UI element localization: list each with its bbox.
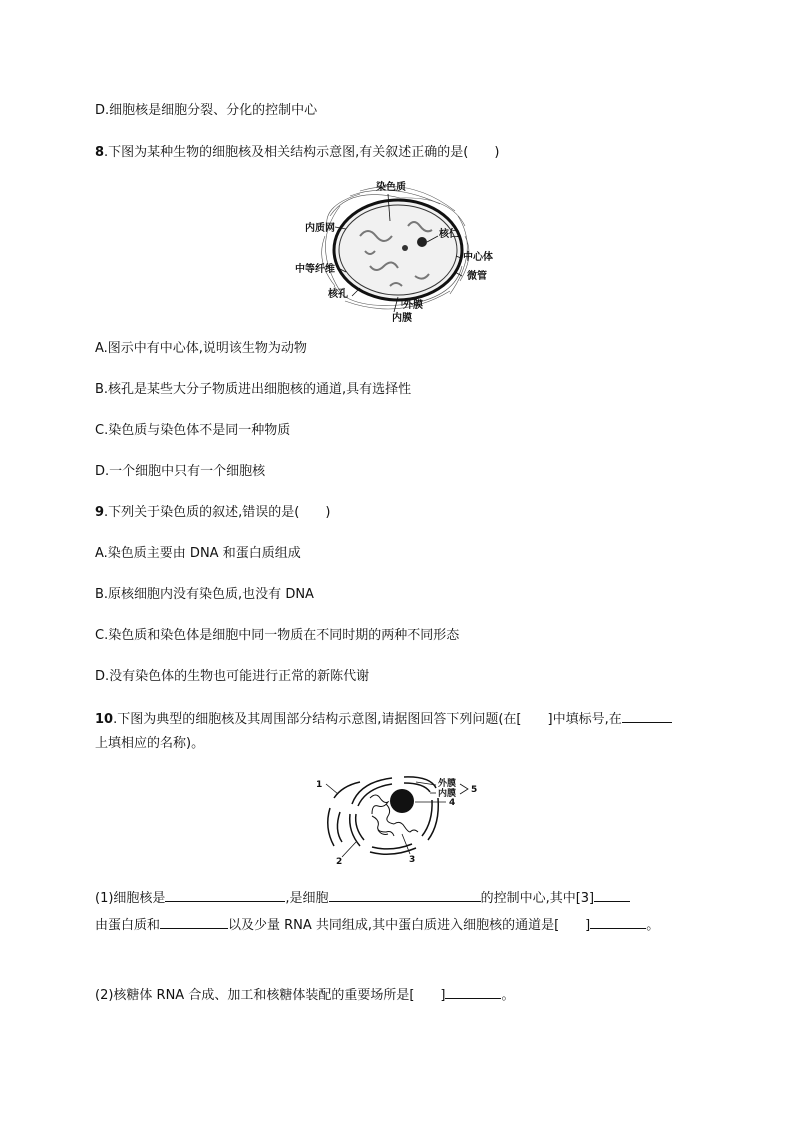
q10-blank-6[interactable] [445, 985, 501, 999]
q10-blank-5[interactable] [590, 915, 646, 929]
q10-stem-blank [622, 709, 672, 723]
q9-stem-text: .下列关于染色质的叙述,错误的是( ) [104, 505, 331, 520]
q9-number: 9 [95, 505, 105, 520]
q8-nucleolus-dot [417, 237, 427, 247]
q9-stem [95, 504, 330, 522]
q10-er [328, 782, 360, 846]
q9-option-a: A.染色质主要由 DNA 和蛋白质组成 [95, 546, 301, 561]
q8-number: 8 [95, 145, 105, 160]
q10-label-1: 1 [316, 780, 323, 790]
q10-number: 10 [95, 712, 114, 727]
q10-blank-4[interactable] [160, 915, 228, 929]
q10-sub1-line2: 由蛋白质和 以及少量 RNA 共同组成,其中蛋白质进入细胞核的通道是[ ] 。 [95, 915, 659, 935]
q9-option-b: B.原核细胞内没有染色质,也没有 DNA [95, 587, 314, 602]
q8-label-microtubule: 微管 [467, 271, 487, 282]
q8-label-centrosome: 中心体 [463, 252, 493, 263]
q8-label-er: 内质网 [305, 223, 335, 234]
q10-label-4: 4 [449, 798, 456, 808]
q10-label-5: 5 [471, 785, 478, 795]
q10-nucleus-figure [312, 768, 492, 868]
q8-stem [95, 144, 499, 162]
q10-stem-line2: 上填相应的名称)。 [95, 736, 205, 751]
q10-label-inner: 内膜 [438, 789, 457, 799]
q10-label-outer: 外膜 [438, 779, 457, 789]
q10-sub1-line1: (1)细胞核是 ,是细胞 的控制中心,其中[3] [95, 888, 630, 908]
q10-nucleolus [390, 789, 414, 813]
q10-label-2: 2 [336, 857, 343, 867]
q10-nuclear-envelope [350, 777, 439, 854]
q8-label-nucleolus: 核仁 [439, 229, 459, 240]
q10-label-3: 3 [409, 855, 416, 865]
q8-stem-text: .下图为某种生物的细胞核及相关结构示意图,有关叙述正确的是( ) [104, 145, 500, 160]
q8-option-d: D.一个细胞中只有一个细胞核 [95, 464, 266, 479]
q8-label-nuclear-pore: 核孔 [328, 289, 348, 300]
q8-option-c: C.染色质与染色体不是同一种物质 [95, 423, 291, 438]
q10-blank-1[interactable] [165, 888, 285, 902]
q8-option-b: B.核孔是某些大分子物质进出细胞核的通道,具有选择性 [95, 382, 412, 397]
q10-stem-text: .下图为典型的细胞核及其周围部分结构示意图,请据图回答下列问题(在[ ]中填标号,在 [113, 712, 622, 727]
q9-option-c: C.染色质和染色体是细胞中同一物质在不同时期的两种不同形态 [95, 628, 460, 643]
q8-nucleus-figure [290, 176, 510, 326]
q10-blank-2[interactable] [329, 888, 481, 902]
q10-stem-line1 [95, 709, 672, 729]
q10-blank-3[interactable] [594, 888, 630, 902]
q8-option-a: A.图示中有中心体,说明该生物为动物 [95, 341, 307, 356]
q8-label-chromatin: 染色质 [376, 182, 406, 193]
q8-label-intermediate-filament: 中等纤维 [295, 264, 335, 275]
q9-option-d: D.没有染色体的生物也可能进行正常的新陈代谢 [95, 669, 370, 684]
q8-label-outer-membrane: 外膜 [403, 300, 423, 311]
q8-label-inner-membrane: 内膜 [392, 313, 412, 324]
q7-option-d: D.细胞核是细胞分裂、分化的控制中心 [95, 103, 318, 118]
q8-nuclear-envelope [334, 200, 462, 300]
q10-sub2: (2)核糖体 RNA 合成、加工和核糖体装配的重要场所是[ ] 。 [95, 985, 515, 1005]
